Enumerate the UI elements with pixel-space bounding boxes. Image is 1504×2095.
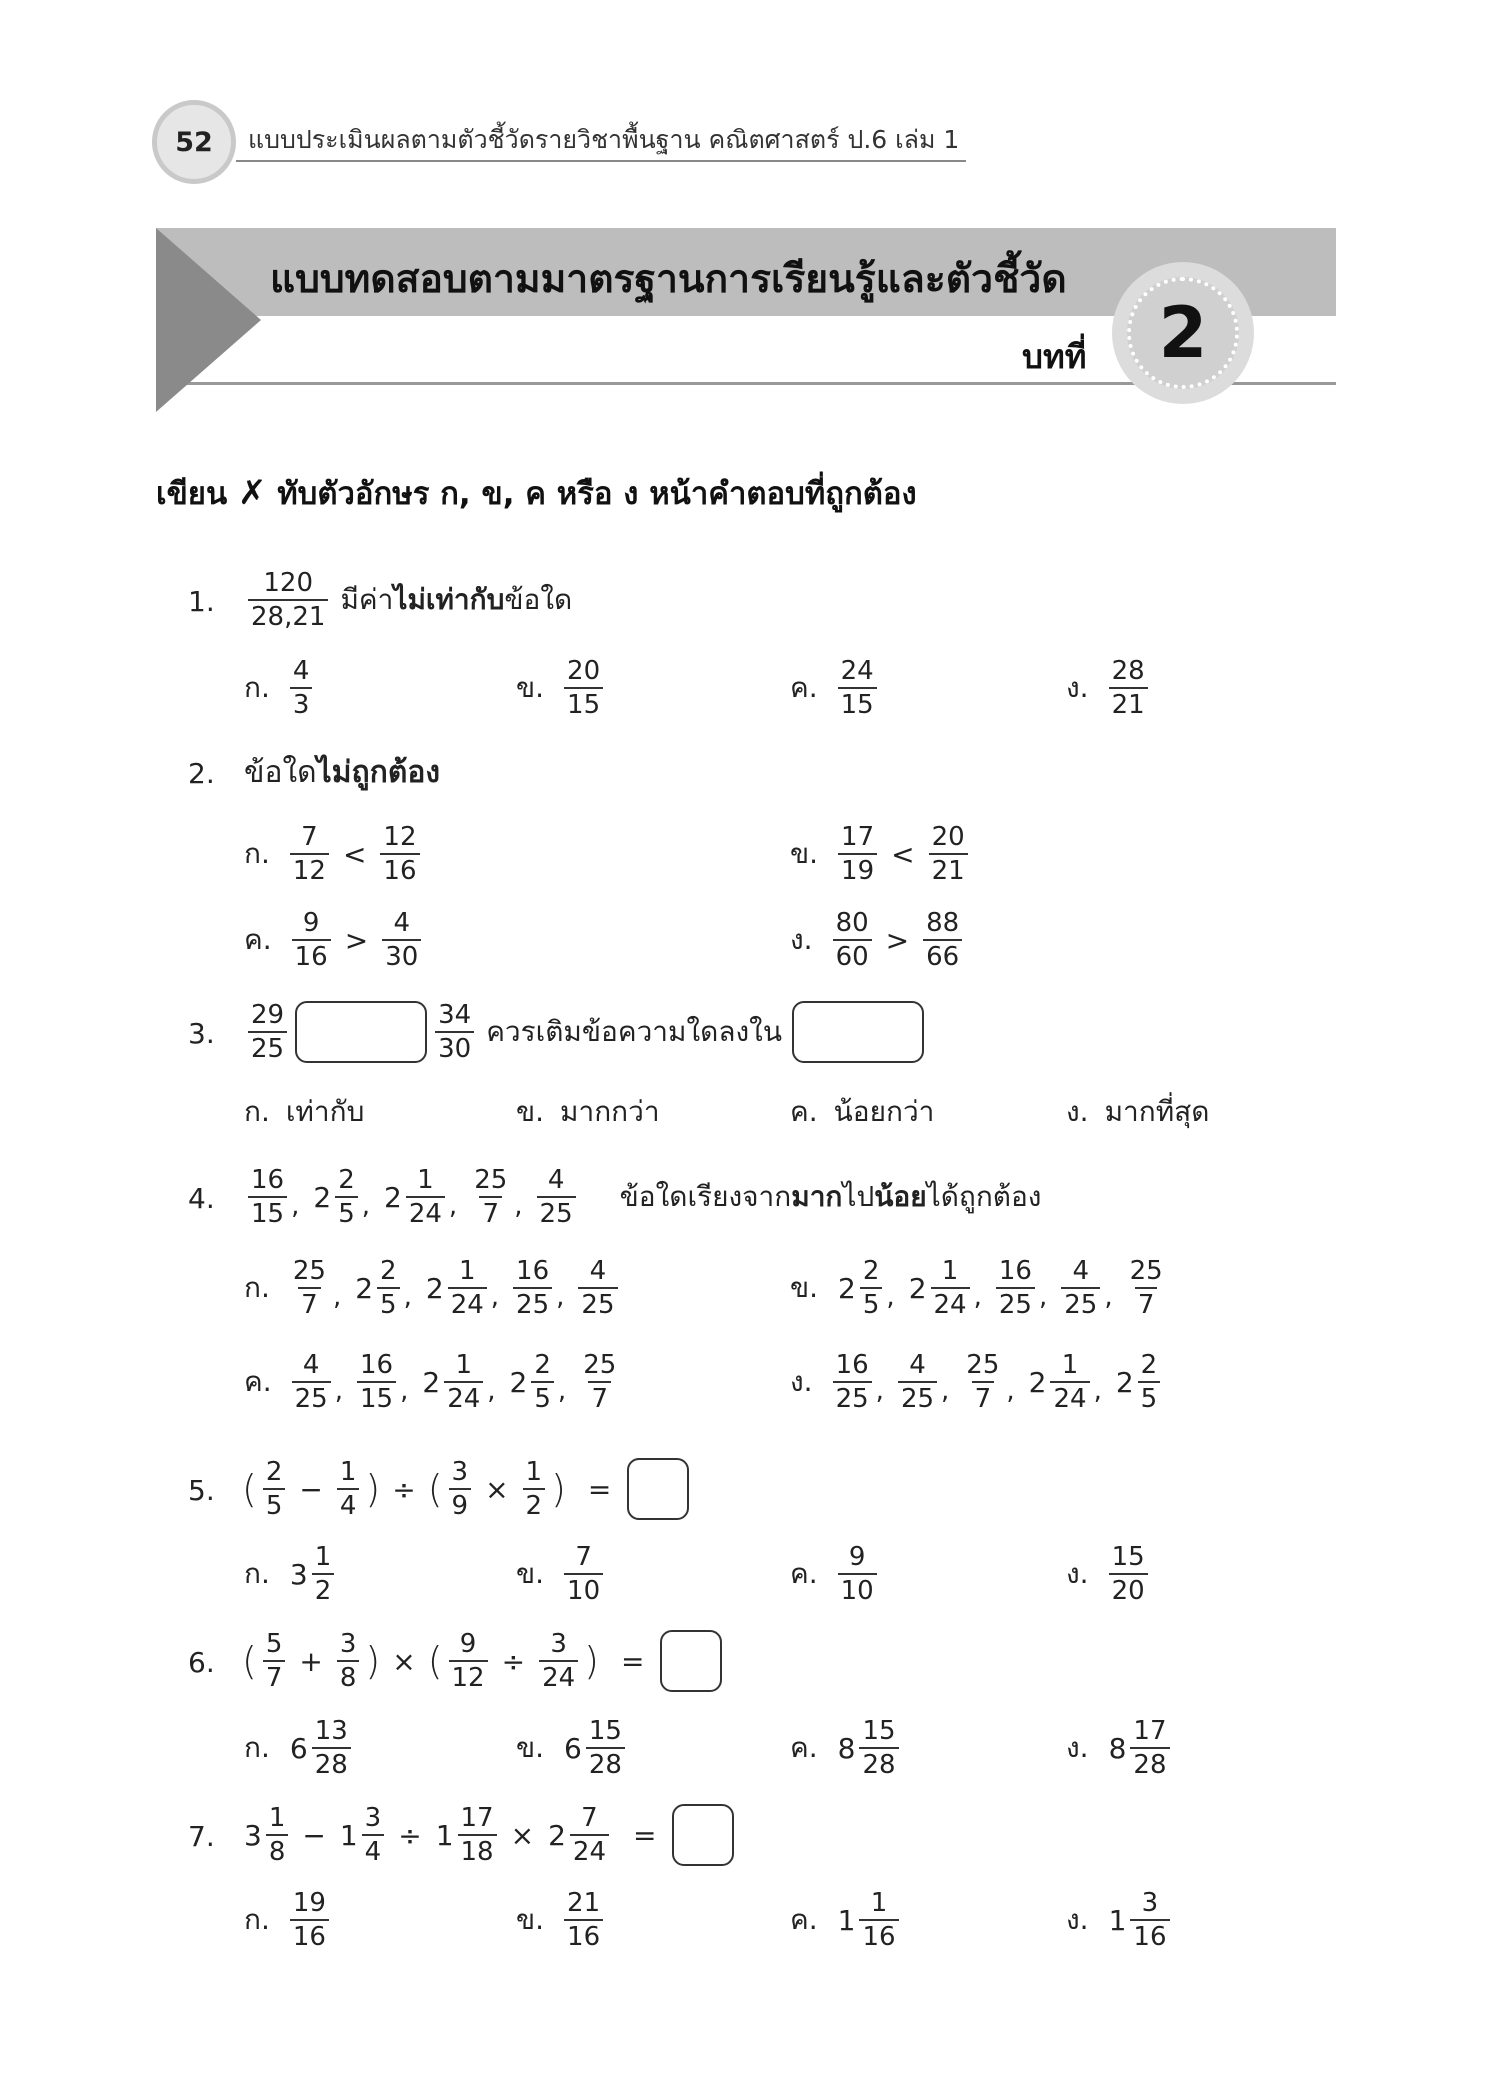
q2-option-b[interactable]: ข. $\frac{17}{19}$ < $\frac{20}{21}$ [790,814,972,894]
cross-mark-icon: ✗ [237,473,267,513]
chapter-label: บทที่ [1022,337,1087,376]
q1-text-end: ข้อใด [504,583,573,616]
q3-option-a[interactable]: ก. เท่ากับ [244,1095,365,1128]
q6-option-a[interactable]: ก. 6 $\frac{13}{28}$ [244,1708,355,1788]
q3-reference-box [792,1001,924,1063]
q1-option-d[interactable]: ง. $\frac{28}{21}$ [1066,648,1152,728]
q5-number: 5. [188,1474,215,1507]
q4-option-c[interactable]: ค. $\frac{4}{25}$ , $\frac{16}{15}$ , 2 $\frac{1}{24}$ , 2 $\frac{2}{5}$ , $\frac{25}{7}$ [244,1350,617,1414]
q2-option-d[interactable]: ง. $\frac{80}{60}$ > $\frac{88}{66}$ [790,900,966,980]
q4-option-a[interactable]: ก. $\frac{25}{7}$ , 2 $\frac{2}{5}$ , 2 $\frac{1}{24}$ , $\frac{16}{25}$ , $\frac{4}{25}$ [244,1248,622,1328]
book-title: แบบประเมินผลตามตัวชี้วัดรายวิชาพื้นฐาน คณิตศาสตร์ ป.6 เล่ม 1 [248,125,960,154]
q5-option-a[interactable]: ก. 3 $\frac{1}{2}$ [244,1534,338,1614]
page-number-badge [152,100,236,184]
q5-answer-box[interactable] [627,1458,689,1520]
q3-blank-box[interactable] [295,1001,427,1063]
q1-option-b[interactable]: ข. $\frac{20}{15}$ [516,648,607,728]
q3-stem: $\frac{29}{25}$ $\frac{34}{30}$ ควรเติมข้อความใดลงใน [244,992,924,1072]
q2-number: 2. [188,757,215,790]
q1-fraction: $\frac{120}{28,21}$ [248,570,328,630]
q4-option-b[interactable]: ข. 2 $\frac{2}{5}$ , 2 $\frac{1}{24}$ , $\frac{16}{25}$ , $\frac{4}{25}$ , $\frac{25}{7}$ [790,1256,1163,1320]
q2-option-c[interactable]: ค. $\frac{9}{16}$ > $\frac{4}{30}$ [244,900,425,980]
q1-number: 1. [188,585,215,618]
q4-stem: $\frac{16}{15}$ , 2 $\frac{2}{5}$ , 2 $\frac{1}{24}$ , $\frac{25}{7}$ , $\frac{4}{25}$ ข้อใดเรียงจาก มาก ไป น้อย ได้ถูกต้อง [244,1157,1041,1237]
q7-option-a[interactable]: ก. $\frac{19}{16}$ [244,1880,333,1960]
q7-option-b[interactable]: ข. $\frac{21}{16}$ [516,1880,607,1960]
page-number: 52 [175,126,213,158]
q6-option-d[interactable]: ง. 8 $\frac{17}{28}$ [1066,1708,1174,1788]
q6-number: 6. [188,1646,215,1679]
q2-option-a[interactable]: ก. $\frac{7}{12}$ < $\frac{12}{16}$ [244,814,424,894]
q6-answer-box[interactable] [660,1630,722,1692]
chapter-number: 2 [1127,277,1239,389]
q1-option-a[interactable]: ก. $\frac{4}{3}$ [244,648,316,728]
q3-option-b[interactable]: ข. มากกว่า [516,1095,660,1128]
q4-number: 4. [188,1182,215,1215]
q7-stem: 3 $\frac{1}{8}$ − 1 $\frac{3}{4}$ ÷ 1 $\frac{17}{18}$ × 2 $\frac{7}{24}$ = [240,1795,734,1875]
banner-title: แบบทดสอบตามมาตรฐานการเรียนรู้และตัวชี้วัด [270,257,1067,302]
instruction [156,468,917,518]
q7-number: 7. [188,1820,215,1853]
instruction-before: เขียน [156,476,228,512]
q7-option-c[interactable]: ค. 1 $\frac{1}{16}$ [790,1880,903,1960]
q6-stem: ( $\frac{5}{7}$ + $\frac{3}{8}$ ) × ( $\frac{9}{12}$ ÷ $\frac{3}{24}$ ) = [240,1621,722,1701]
q3-number: 3. [188,1017,215,1050]
q3-option-c[interactable]: ค. น้อยกว่า [790,1095,935,1128]
q5-option-b[interactable]: ข. $\frac{7}{10}$ [516,1534,607,1614]
q6-option-c[interactable]: ค. 8 $\frac{15}{28}$ [790,1708,903,1788]
q3-option-d[interactable]: ง. มากที่สุด [1066,1095,1210,1128]
header-divider [236,160,966,162]
q1-stem [244,560,572,640]
q7-answer-box[interactable] [672,1804,734,1866]
instruction-after: ทับตัวอักษร ก, ข, ค หรือ ง หน้าคำตอบที่ถูกต้อง [277,476,917,512]
q1-text: มีค่า [340,583,394,616]
q5-option-d[interactable]: ง. $\frac{15}{20}$ [1066,1534,1152,1614]
banner-triangle-icon [156,228,261,412]
q7-option-d[interactable]: ง. 1 $\frac{3}{16}$ [1066,1880,1174,1960]
q2-stem: ข้อใด ไม่ถูกต้อง [244,754,440,790]
q6-option-b[interactable]: ข. 6 $\frac{15}{28}$ [516,1708,629,1788]
q4-option-d[interactable]: ง. $\frac{16}{25}$ , $\frac{4}{25}$ , $\frac{25}{7}$ , 2 $\frac{1}{24}$ , 2 $\frac{2}{5}$ [790,1342,1164,1422]
q1-emphasis: ไม่เท่ากับ [393,583,505,616]
q5-option-c[interactable]: ค. $\frac{9}{10}$ [790,1534,881,1614]
q5-stem: ( $\frac{2}{5}$ − $\frac{1}{4}$ ) ÷ ( $\frac{3}{9}$ × $\frac{1}{2}$ ) = [240,1449,689,1529]
q1-option-c[interactable]: ค. $\frac{24}{15}$ [790,648,881,728]
